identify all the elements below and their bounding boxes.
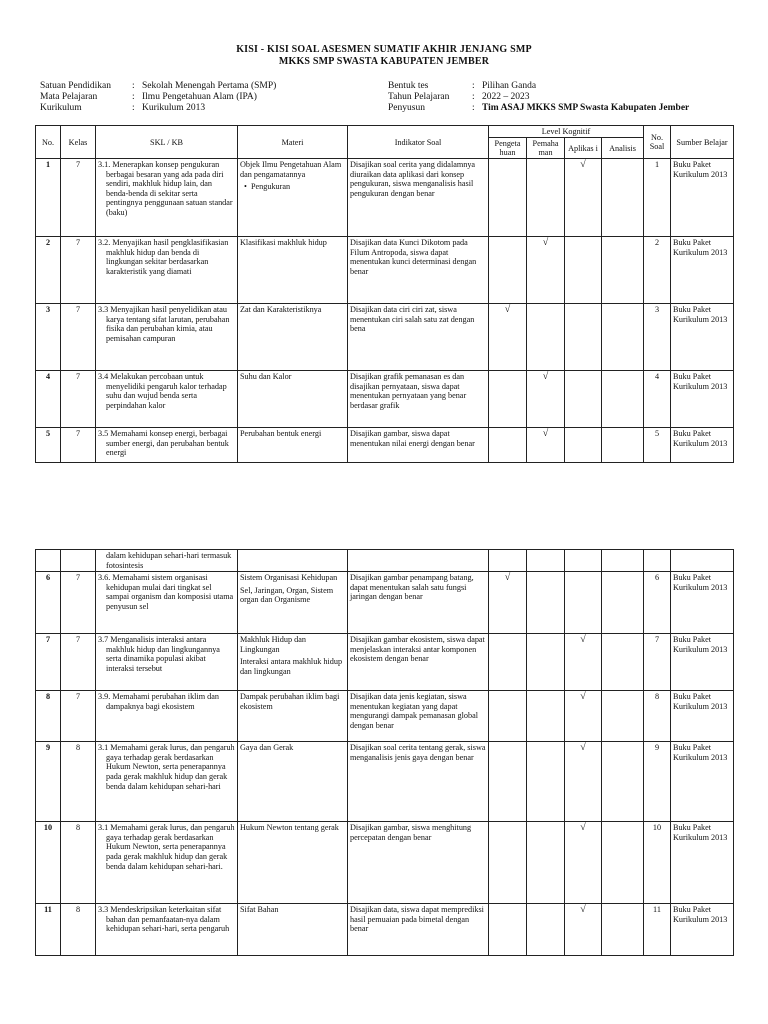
level-cell-3 xyxy=(565,822,602,904)
row-sumber: Buku Paket Kurikulum 2013 xyxy=(671,304,734,371)
table-row xyxy=(36,237,734,304)
level-cell-4 xyxy=(602,822,644,904)
row-no-soal: 10 xyxy=(644,822,671,904)
row-kelas: 7 xyxy=(61,691,96,742)
materi-text: Dampak perubahan iklim bagi ekosistem xyxy=(240,692,340,711)
document-subtitle: MKKS SMP SWASTA KABUPATEN JEMBER xyxy=(278,56,490,67)
row-sumber: Buku Paket Kurikulum 2013 xyxy=(671,691,734,742)
level-cell-4 xyxy=(602,634,644,691)
skl-text: Memahami gerak lurus, dan pengaruh gaya terhadap gerak berdasarkan Hukum Newton, serta penerapannya pada gerak makhluk hidup dan gerak benda dalam kehidupan sehari-hari. xyxy=(106,823,235,871)
row-sumber: Buku Paket Kurikulum 2013 xyxy=(671,634,734,691)
row-no-soal: 6 xyxy=(644,572,671,634)
row-no-soal: 3 xyxy=(644,304,671,371)
row-materi xyxy=(238,428,348,463)
row-no-soal: 7 xyxy=(644,634,671,691)
check-mark: √ xyxy=(580,159,586,170)
row-indikator: Disajikan grafik pemanasan es dan disajikan pernyataan, siswa dapat menentukan pernyataan yang benar berdasar grafik xyxy=(348,371,489,428)
skl-number: 3.3 xyxy=(98,305,109,314)
check-mark: √ xyxy=(504,304,511,315)
row-materi xyxy=(238,904,348,956)
materi-subtext: Sel, Jaringan, Organ, Sistem organ dan Organisme xyxy=(240,585,334,605)
level-cell-2 xyxy=(527,371,565,428)
row-no: 2 xyxy=(36,237,61,304)
level-cell-2 xyxy=(527,572,565,634)
row-no: 9 xyxy=(36,742,61,822)
table-row xyxy=(36,904,734,956)
level-cell-4 xyxy=(602,691,644,742)
level-cell-1 xyxy=(489,742,527,822)
materi-text: Zat dan Karakteristiknya xyxy=(240,305,322,314)
row-indikator: Disajikan soal cerita tentang gerak, siswa menganalisis jenis gaya dengan benar xyxy=(348,742,489,822)
check-mark: √ xyxy=(580,634,586,646)
level-cell-2 xyxy=(527,742,565,822)
meta-row-mapel: Mata Pelajaran : Ilmu Pengetahuan Alam (IPA) xyxy=(40,92,257,102)
level-cell-2 xyxy=(527,237,565,304)
row-kelas: 7 xyxy=(61,572,96,634)
level-cell-2 xyxy=(527,159,565,237)
level-cell-1 xyxy=(489,371,527,428)
header-skl: SKL / KB xyxy=(96,126,238,159)
level-cell-4 xyxy=(602,304,644,371)
row-skl xyxy=(96,572,238,634)
materi-text: Perubahan bentuk energi xyxy=(240,429,322,438)
materi-subtext: Interaksi antara makhluk hidup dan lingkungan xyxy=(240,657,343,676)
skl-number: 3.1 xyxy=(98,743,109,753)
skl-number: 3.1. xyxy=(98,160,111,169)
level-cell-1 xyxy=(489,904,527,956)
row-materi xyxy=(238,742,348,822)
row-indikator: Disajikan data Kunci Dikotom pada Filum Antropoda, siswa dapat menentukan kunci determinasi dengan benar xyxy=(348,237,489,304)
check-mark: √ xyxy=(542,428,549,439)
row-no: 6 xyxy=(36,572,61,634)
meta-right xyxy=(388,81,689,114)
check-mark: √ xyxy=(580,742,586,754)
row-kelas: 7 xyxy=(61,371,96,428)
row-no: 10 xyxy=(36,822,61,904)
row-no: 7 xyxy=(36,634,61,691)
level-cell-4 xyxy=(602,742,644,822)
skl-number: 3.6. xyxy=(98,573,111,583)
level-cell-2 xyxy=(527,304,565,371)
row-no-soal: 8 xyxy=(644,691,671,742)
check-mark: √ xyxy=(542,237,549,248)
row-kelas: 7 xyxy=(61,634,96,691)
level-cell-2 xyxy=(527,822,565,904)
row-indikator: Disajikan gambar penampang batang, dapat menentukan salah satu fungsi jaringan dengan benar xyxy=(348,572,489,634)
row-kelas: 7 xyxy=(61,159,96,237)
level-cell-3 xyxy=(565,691,602,742)
level-cell-3 xyxy=(565,237,602,304)
level-cell-4 xyxy=(602,371,644,428)
kisi-table-part1 xyxy=(35,125,734,463)
row-skl xyxy=(96,904,238,956)
materi-text: Objek Ilmu Pengetahuan Alam dan pengamatannya xyxy=(240,160,342,179)
document-title: KISI - KISI SOAL ASESMEN SUMATIF AKHIR JENJANG SMP xyxy=(236,44,532,55)
row-indikator: Disajikan gambar, siswa dapat menentukan nilai energi dengan benar xyxy=(348,428,489,463)
level-cell-1 xyxy=(489,159,527,237)
row-materi xyxy=(238,304,348,371)
row-kelas: 8 xyxy=(61,822,96,904)
row-no: 4 xyxy=(36,371,61,428)
row-materi xyxy=(238,634,348,691)
row-sumber: Buku Paket Kurikulum 2013 xyxy=(671,572,734,634)
row-sumber: Buku Paket Kurikulum 2013 xyxy=(671,237,734,304)
materi-text: Hukum Newton tentang gerak xyxy=(240,823,339,833)
skl-number: 3.7 xyxy=(98,635,109,645)
header-level-kognitif: Level Kognitif xyxy=(489,126,644,138)
level-cell-1 xyxy=(489,572,527,634)
skl-text: Memahami gerak lurus, dan pengaruh gaya terhadap gerak berdasarkan Hukum Newton, serta penerapannya pada gerak makhluk hidup dan gerak benda dalam kehidupan sehari-hari xyxy=(106,743,235,791)
row-skl xyxy=(96,634,238,691)
check-mark: √ xyxy=(580,822,586,834)
level-cell-3 xyxy=(565,428,602,463)
table-row xyxy=(36,371,734,428)
row-no-soal: 1 xyxy=(644,159,671,237)
row-indikator: Disajikan soal cerita yang didalamnya diuraikan data aplikasi dari konsep pengukuran, siswa menganalisis hasil pengukuran dengan benar xyxy=(348,159,489,237)
row-no-soal: 4 xyxy=(644,371,671,428)
materi-text: Suhu dan Kalor xyxy=(240,372,292,381)
materi-text: Gaya dan Gerak xyxy=(240,743,294,753)
level-cell-2 xyxy=(527,428,565,463)
skl-text: Menganalisis interaksi antara makhluk hidup dan lingkungannya serta dinamika populasi akibat interaksi tersebut xyxy=(106,635,220,673)
check-mark: √ xyxy=(542,371,549,382)
skl-number: 3.3 xyxy=(98,905,109,915)
row-skl xyxy=(96,371,238,428)
row-sumber: Buku Paket Kurikulum 2013 xyxy=(671,371,734,428)
row-indikator: Disajikan data jenis kegiatan, siswa menentukan kegiatan yang dapat mengurangi dampak pemanasan global dengan benar xyxy=(348,691,489,742)
check-mark: √ xyxy=(580,691,586,703)
header-sumber: Sumber Belajar xyxy=(671,126,734,159)
row-skl xyxy=(96,237,238,304)
level-cell-4 xyxy=(602,237,644,304)
header-pemahaman: Pemaha man xyxy=(527,138,565,159)
header-materi: Materi xyxy=(238,126,348,159)
continuation-text: dalam kehidupan sehari-hari termasuk fotosintesis xyxy=(96,550,238,572)
skl-number: 3.5 xyxy=(98,429,109,438)
row-kelas: 7 xyxy=(61,304,96,371)
row-no: 3 xyxy=(36,304,61,371)
level-cell-4 xyxy=(602,572,644,634)
row-no-soal: 5 xyxy=(644,428,671,463)
row-no: 11 xyxy=(36,904,61,956)
level-cell-1 xyxy=(489,428,527,463)
header-no: No. xyxy=(36,126,61,159)
row-skl xyxy=(96,428,238,463)
level-cell-3 xyxy=(565,634,602,691)
row-sumber: Buku Paket Kurikulum 2013 xyxy=(671,428,734,463)
row-materi xyxy=(238,371,348,428)
level-cell-4 xyxy=(602,159,644,237)
skl-text: Memahami konsep energi, berbagai sumber energi, dan perubahan bentuk energi xyxy=(106,429,229,458)
row-skl xyxy=(96,742,238,822)
level-cell-2 xyxy=(527,904,565,956)
skl-text: Menerapkan konsep pengukuran berbagai besaran yang ada pada diri sendiri, makhluk hidup lain, dan benda-benda di sekitar serta pentingnya penggunaan satuan standar (baku) xyxy=(106,160,233,217)
skl-number: 3.4 xyxy=(98,372,109,381)
skl-text: Memahami sistem organisasi kehidupan mulai dari tingkat sel sampai organism dan komposisi utama penyusun sel xyxy=(106,573,234,611)
row-materi xyxy=(238,159,348,237)
meta-row-penyusun: Penyusun : Tim ASAJ MKKS SMP Swasta Kabupaten Jember xyxy=(388,103,690,113)
row-kelas: 7 xyxy=(61,237,96,304)
skl-number: 3.9. xyxy=(98,692,111,702)
meta-row-kurikulum: Kurikulum : Kurikulum 2013 xyxy=(40,103,206,113)
skl-text: Menyajikan hasil pengklasifikasian makhluk hidup dan benda di lingkungan sekitar berdasarkan karakteristik yang diamati xyxy=(106,238,229,276)
row-no: 5 xyxy=(36,428,61,463)
skl-number: 3.1 xyxy=(98,823,109,833)
skl-text: Menyajikan hasil penyelidikan atau karya tentang sifat larutan, perubahan fisika dan perubahan kimia, atau pemisahan campuran xyxy=(106,305,230,343)
row-no-soal: 2 xyxy=(644,237,671,304)
row-kelas: 7 xyxy=(61,428,96,463)
row-skl xyxy=(96,304,238,371)
row-indikator: Disajikan gambar, siswa menghitung percepatan dengan benar xyxy=(348,822,489,904)
skl-text: Memahami perubahan iklim dan dampaknya bagi ekosistem xyxy=(106,692,219,711)
level-cell-3 xyxy=(565,371,602,428)
row-no-soal: 11 xyxy=(644,904,671,956)
level-cell-2 xyxy=(527,634,565,691)
level-cell-3 xyxy=(565,742,602,822)
row-sumber: Buku Paket Kurikulum 2013 xyxy=(671,822,734,904)
table-row xyxy=(36,634,734,691)
table-row xyxy=(36,159,734,237)
row-sumber: Buku Paket Kurikulum 2013 xyxy=(671,742,734,822)
header-indikator: Indikator Soal xyxy=(348,126,489,159)
materi-subtext: • Pengukuran xyxy=(240,182,345,192)
level-cell-3 xyxy=(565,904,602,956)
row-indikator: Disajikan gambar ekosistem, siswa dapat menjelaskan interaksi antar komponen ekosistem dengan benar xyxy=(348,634,489,691)
meta-row-tahun: Tahun Pelajaran : 2022 – 2023 xyxy=(388,92,530,102)
level-cell-3 xyxy=(565,572,602,634)
materi-text: Makhluk Hidup dan Lingkungan xyxy=(240,635,306,654)
level-cell-1 xyxy=(489,822,527,904)
row-kelas: 8 xyxy=(61,742,96,822)
header-analisis: Analisis xyxy=(602,138,644,159)
level-cell-4 xyxy=(602,428,644,463)
table-row xyxy=(36,428,734,463)
level-cell-2 xyxy=(527,691,565,742)
meta-left xyxy=(40,81,276,114)
meta-row-bentuk: Bentuk tes : Pilihan Ganda xyxy=(388,81,537,91)
table-row xyxy=(36,691,734,742)
continuation-row xyxy=(36,550,734,572)
row-skl xyxy=(96,691,238,742)
row-no-soal: 9 xyxy=(644,742,671,822)
materi-text: Sifat Bahan xyxy=(240,905,279,915)
header-no-soal: No. Soal xyxy=(644,126,671,159)
header-pengetahuan: Pengeta huan xyxy=(489,138,527,159)
level-cell-1 xyxy=(489,237,527,304)
table-row xyxy=(36,742,734,822)
row-materi xyxy=(238,691,348,742)
skl-number: 3.2. xyxy=(98,238,111,247)
row-sumber: Buku Paket Kurikulum 2013 xyxy=(671,904,734,956)
check-mark: √ xyxy=(580,904,586,916)
row-skl xyxy=(96,822,238,904)
row-no: 1 xyxy=(36,159,61,237)
check-mark: √ xyxy=(504,572,511,584)
row-indikator: Disajikan data ciri ciri zat, siswa menentukan ciri salah satu zat dengan bena xyxy=(348,304,489,371)
header-aplikasi: Aplikas i xyxy=(565,138,602,159)
row-sumber: Buku Paket Kurikulum 2013 xyxy=(671,159,734,237)
row-kelas: 8 xyxy=(61,904,96,956)
row-materi xyxy=(238,572,348,634)
level-cell-3 xyxy=(565,304,602,371)
header-kelas: Kelas xyxy=(61,126,96,159)
level-cell-1 xyxy=(489,634,527,691)
row-materi xyxy=(238,237,348,304)
row-materi xyxy=(238,822,348,904)
table-row xyxy=(36,304,734,371)
skl-text: Melakukan percobaan untuk menyelidiki pengaruh kalor terhadap suhu dan wujud benda serta perpindahan kalor xyxy=(106,372,227,410)
skl-text: Mendeskripsikan keterkaitan sifat bahan dan pemanfaatan-nya dalam kehidupan sehari-hari, serta pengaruh xyxy=(106,905,230,934)
row-no: 8 xyxy=(36,691,61,742)
row-skl xyxy=(96,159,238,237)
table-row xyxy=(36,822,734,904)
meta-row-satuan: Satuan Pendidikan : Sekolah Menengah Pertama (SMP) xyxy=(40,81,277,91)
level-cell-4 xyxy=(602,904,644,956)
materi-text: Sistem Organisasi Kehidupan xyxy=(240,573,338,583)
level-cell-1 xyxy=(489,304,527,371)
materi-text: Klasifikasi makhluk hidup xyxy=(240,238,327,247)
level-cell-1 xyxy=(489,691,527,742)
kisi-table-part2 xyxy=(35,549,734,956)
table-row xyxy=(36,572,734,634)
row-indikator: Disajikan data, siswa dapat memprediksi hasil pemuaian pada bimetal dengan benar xyxy=(348,904,489,956)
level-cell-3 xyxy=(565,159,602,237)
